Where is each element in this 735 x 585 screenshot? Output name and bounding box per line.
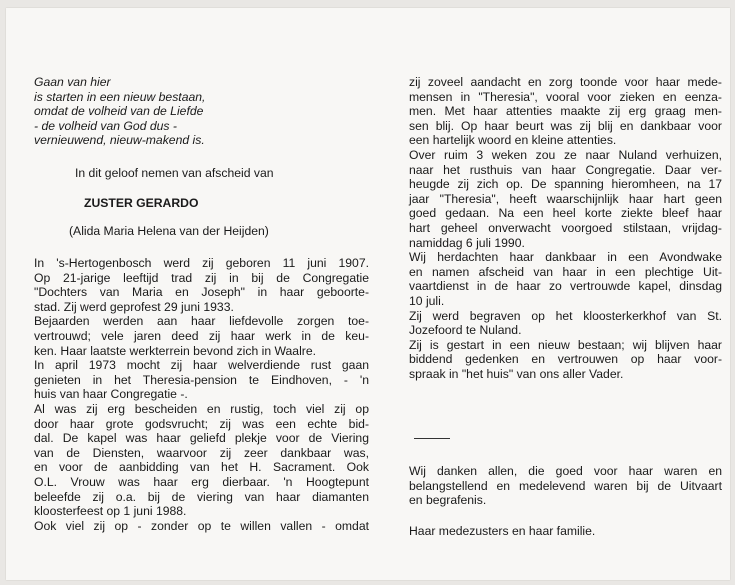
text-line: en namen afscheid van haar in een plechtige Uit- — [409, 264, 722, 279]
text-line: namiddag 6 juli 1990. — [409, 235, 525, 250]
deceased-name: ZUSTER GERARDO — [84, 196, 199, 210]
text-line: sen blij. Op haar beurt was zij blij en dankbaar voor — [409, 118, 722, 133]
text-line: O.L. Vrouw was haar erg dierbaar. 'n Hoogtepunt — [34, 474, 369, 489]
text-line: heugde zij zich op. De spanning hieromheen, na 17 — [409, 177, 722, 192]
text-line: Wij danken allen, die goed voor haar waren en — [409, 464, 722, 478]
text-line: stad. Zij werd geprofest 29 juni 1933. — [34, 299, 234, 314]
text-line: genieten in het Theresia-pension te Eindhoven, - 'n — [34, 372, 369, 387]
text-line: Jozefoord te Nuland. — [409, 323, 522, 338]
text-line: een hartelijk woord en kleine attenties. — [409, 133, 617, 148]
biography-left — [34, 256, 369, 533]
text-line: Zij werd begraven op het kloosterkerkhof van St. — [409, 308, 722, 323]
thanks-text — [409, 464, 722, 508]
text-line: Zij is gestart in een nieuw bestaan; wij blijven haar — [409, 337, 722, 352]
deceased-full-name: (Alida Maria Helena van der Heijden) — [69, 224, 269, 238]
text-line: 10 juli. — [409, 293, 445, 308]
text-line: biddend gedenken en vertrouwen op haar voor- — [409, 352, 722, 367]
text-line: door haar grote godsvrucht; zij was een echte bid- — [34, 416, 369, 431]
text-line: spraak in "het huis" van ons aller Vader. — [409, 366, 624, 381]
poem-line: Gaan van hier — [34, 75, 111, 89]
text-line: hart geheel onverwacht voorgoed stilstaan, vrijdag- — [409, 220, 722, 235]
text-line: mensen in "Theresia", vooral voor zieken en eenza- — [409, 89, 722, 104]
poem-line: - de volheid van God dus - — [34, 118, 177, 133]
text-line: Bejaarden werden aan haar liefdevolle zorgen toe- — [34, 314, 369, 329]
text-line: Over ruim 3 weken zou ze naar Nuland verhuizen, — [409, 147, 722, 162]
text-line: kloosterfeest op 1 juni 1988. — [34, 504, 187, 519]
text-line: en begrafenis. — [409, 493, 487, 508]
text-line: van de Diensten, waarvoor zij zeer dankbaar was, — [34, 445, 369, 460]
text-line: "Dochters van Maria en Joseph" in haar geboorte- — [34, 285, 369, 300]
poem — [34, 75, 205, 148]
text-line: jaar "Theresia", heeft waarschijnlijk haar hart geen — [409, 191, 722, 206]
signature-family: Haar medezusters en haar familie. — [409, 524, 596, 538]
text-line: men. Met haar attenties maakte zij erg graag men- — [409, 104, 722, 119]
intro-text: In dit geloof nemen van afscheid van — [75, 166, 274, 180]
poem-line: omdat de volheid van de Liefde — [34, 104, 204, 119]
poem-line: vernieuwend, nieuw-makend is. — [34, 133, 205, 148]
text-line: huis van haar Congregatie -. — [34, 387, 188, 402]
text-line: zij zoveel aandacht en zorg toonde voor haar mede- — [409, 75, 722, 89]
text-line: Al was zij erg bescheiden en rustig, toch viel zij op — [34, 401, 369, 416]
text-line: Ook viel zij op - zonder op te willen vallen - omdat — [34, 518, 369, 533]
text-line: Wij herdachten haar dankbaar in een Avondwake — [409, 250, 722, 265]
text-line: vertrouwd; vele jaren deed zij haar werk in de keu- — [34, 328, 369, 343]
text-line: beleefde zij o.a. bij de viering van haar diamanten — [34, 489, 369, 504]
text-line: In april 1973 mocht zij haar welverdiende rust gaan — [34, 358, 369, 373]
text-line: In 's-Hertogenbosch werd zij geboren 11 juni 1907. — [34, 256, 369, 270]
poem-line: is starten in een nieuw bestaan, — [34, 89, 206, 104]
text-line: goed gedaan. Na een heel korte ziekte bleef haar — [409, 206, 722, 221]
text-line: vaartdienst in de haar zo vertrouwde kapel, dinsdag — [409, 279, 722, 294]
text-line: en voor de aanbidding van het H. Sacrament. Ook — [34, 460, 369, 475]
memorial-card — [6, 8, 730, 580]
text-line: belangstellend en medelevend waren bij de Uitvaart — [409, 478, 722, 493]
separator-line — [414, 438, 450, 439]
text-line: Op 21-jarige leeftijd trad zij in bij de Congregatie — [34, 270, 369, 285]
text-line: ken. Haar laatste werkterrein bevond zich in Waalre. — [34, 343, 317, 358]
biography-right — [409, 75, 722, 381]
text-line: dal. De kapel was haar geliefd plekje voor de Viering — [34, 431, 369, 446]
text-line: naar het rusthuis van haar Congregatie. Daar ver- — [409, 162, 722, 177]
